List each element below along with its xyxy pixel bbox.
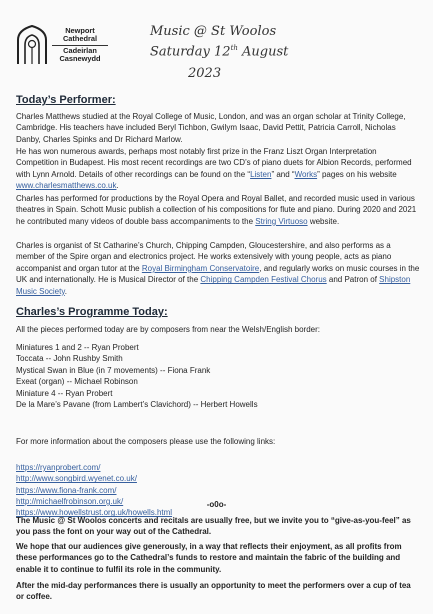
string-virtuoso-link[interactable]: String Virtuoso [255,216,308,226]
performer-para-4 [16,240,420,297]
p2-text-mid: ” and “ [271,169,295,179]
programme-item: Miniature 4 -- Ryan Probert [16,388,113,398]
p3-text-a: Charles has performed for productions by the Royal Opera and Royal Ballet, and recorded music used in various theatres in Spain. Schott Music publish a collection of his compositions for flute and piano. During 2020 and 2021 he contributed many videos of double bass accompaniments to the [16,194,417,226]
programme-intro: All the pieces performed today are by composers from near the Welsh/English border: [16,325,320,334]
header-date-month: August [237,44,289,60]
separator: -o0o- [206,500,227,509]
programme-list [16,342,420,410]
logo-line2: Cathedral [62,34,98,44]
website-link[interactable]: www.charlesmatthews.co.uk [16,181,117,191]
logo-line1: Newport [65,26,95,35]
p4-text-b: , and regularly works on music courses in the UK and internationally. He is Musical Director of the [16,263,420,285]
programme-item: De la Mare’s Pavane (from Lambert’s Clavichord) -- Herbert Howells [16,400,258,410]
programme-more: For more information about the composers please use the following links: [16,437,276,446]
logo-line3: Cadeirlan [63,45,97,55]
performer-para-1: Charles Matthews studied at the Royal College of Music, London, and was an organ scholar at Trinity College, Cambridge. His teachers have included Beryl Tichbon, Gwilym Isaac, David Pettit, Patricia Carroll, Nicholas Danby, Charles Spinks and Dr Richard Marlow. [16,112,406,144]
programme-title: Charles’s Programme Today: [16,306,168,318]
performer-para-2 [16,146,420,192]
composer-link[interactable]: http://michaelfrobinson.org.uk/ [16,496,124,506]
p4-text-a: Charles is organist of St Catharine’s Church, Chipping Campden, Gloucestershire, and also performs as a member of the Spire organ and electronics project. He works extensively with young people, acts as piano accompanist and organ tutor at the [16,241,392,273]
footer-para-2: We hope that our audiences give generously, in a way that reflects their enjoyment, as all profits from these performances go to the Cathedral’s funds to restore and maintain the fabric of the building and enable it to continue to fulfil its role in the community. [16,542,402,574]
header-series: Music @ St Woolos [150,24,277,39]
festival-chorus-link[interactable]: Chipping Campden Festival Chorus [200,275,327,285]
header-year: 2023 [188,66,222,81]
logo-line4: Casnewydd [59,53,101,63]
composer-link[interactable]: https://www.howellstrust.org.uk/howells.html [16,508,173,518]
p3-text-b: website. [307,216,340,226]
logo-text [52,27,108,63]
footer-para-3: After the mid-day performances there is usually an opportunity to meet the performers over a cup of tea or coffee. [16,581,411,602]
header-date-day: Saturday 12 [150,44,231,60]
programme-item: Exeat (organ) -- Michael Robinson [16,377,138,387]
composer-link[interactable]: https://www.fiona-frank.com/ [16,485,117,495]
programme-item: Mystical Swan in Blue (in 7 movements) -- Fiona Frank [16,365,211,375]
cathedral-window-icon [14,24,50,66]
composer-links [16,462,172,518]
performer-title: Today’s Performer: [16,94,116,106]
performer-para-3 [16,193,420,227]
cathedral-logo [14,24,104,70]
p2-text-b: ” pages on his website [317,169,397,179]
p4-text-d: . [64,286,67,296]
music-society-link[interactable]: Shipston Music Society [16,275,411,296]
composer-link[interactable]: http://www.songbird.wyenet.co.uk/ [16,474,137,484]
works-link[interactable]: Works [294,169,318,179]
composer-link[interactable]: https://ryanprobert.com/ [16,463,101,472]
header-date [150,44,288,59]
p2-text-a: He has won numerous awards, perhaps most notably first prize in the Franz Liszt Organ Interpretation Competition in Budapest. His most recent recordings are two CD’s of piano duets for Albion Records, performed with Lynn Arnold. Details of other recordings can be found on the “ [16,147,412,179]
programme-item: Miniatures 1 and 2 -- Ryan Probert [16,343,139,352]
footer-para-1: The Music @ St Woolos concerts and recitals are usually free, but we invite you to “give-as-you-feel” as you pass the font on your way out of the Cathedral. [16,516,411,537]
programme-item: Toccata -- John Rushby Smith [16,354,123,364]
p4-text-c: and Patron of [326,275,380,285]
header-date-suffix: th [230,44,238,52]
conservatoire-link[interactable]: Royal Birmingham Conservatoire [141,263,260,273]
p2-text-c: . [116,181,119,191]
listen-link[interactable]: Listen [250,169,272,179]
